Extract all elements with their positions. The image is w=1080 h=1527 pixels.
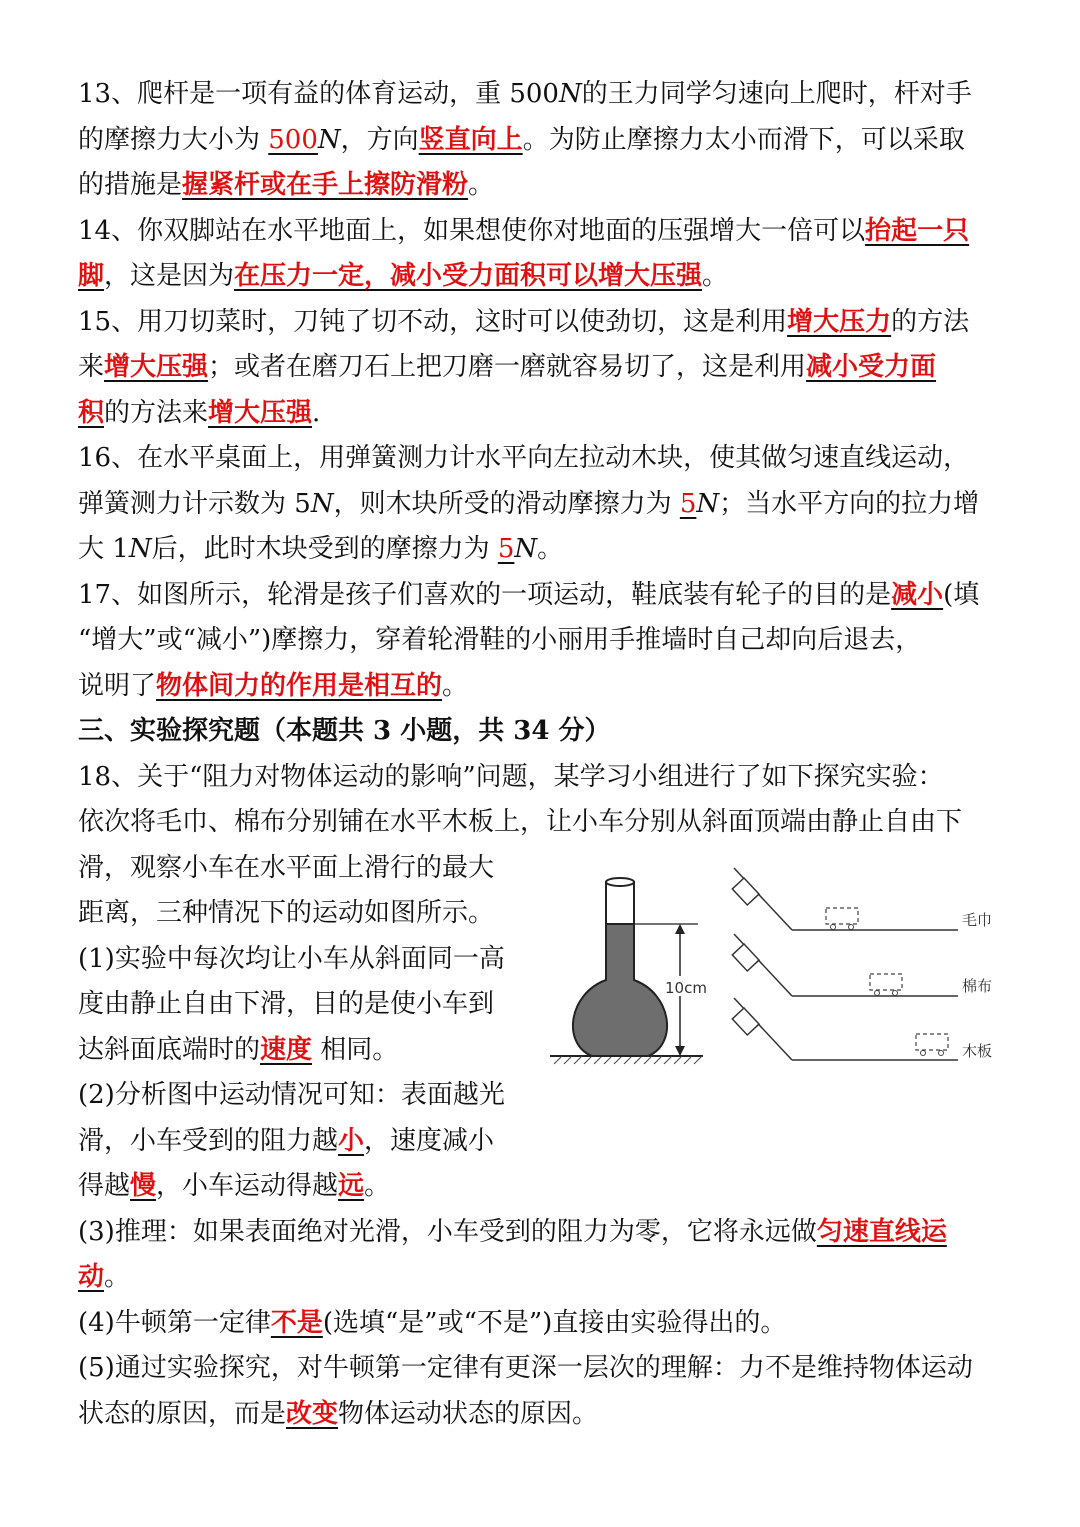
q17-text: 。 [442,670,469,701]
ramp-cotton [732,934,992,996]
q18-line-3: 滑，观察小车在水平面上滑行的最大 [78,852,495,883]
q13-text: 。 [468,170,495,200]
q15-text: 来 [78,352,105,382]
q17-text: “增大”或“减小”)摩擦力，穿着轮滑鞋的小丽用手推墙时自己却向后退去， [78,625,922,655]
q16-text: 后，此时木块受到的摩擦力为 [151,534,498,564]
q15-text: . [312,397,321,428]
q13-text: 的摩擦力大小为 [78,124,269,155]
q18-text: 滑，小车受到的阻力越 [78,1125,339,1156]
q17-line-3 [78,664,1008,710]
q18-p3-line-2 [78,1255,1008,1301]
q13-answer-1: 500 [268,124,318,155]
q13-text: 。为防止摩擦力太小而滑下，可以采取 [522,124,965,155]
q17-line-1 [78,573,1008,619]
height-label: 10cm [665,979,707,997]
q16-line-1 [78,436,1008,482]
q18-text: ，小车运动得越 [156,1171,339,1201]
q14-text: 14、你双脚站在水平地面上，如果想使你对地面的压强增大一倍可以 [78,215,866,246]
q16-line-2 [78,482,1008,528]
q18-p2-line-1: (2)分析图中运动情况可知：表面越光 [78,1080,505,1110]
q18-text: 相同。 [312,1034,399,1065]
experiment-figure [548,860,1008,1070]
ramp-towel [732,868,992,930]
q18-p2-line-3 [78,1164,1008,1210]
q18-text: 。 [104,1262,131,1292]
q14-text: ，这是因为 [104,261,235,291]
q17-text: (填 [943,579,980,610]
label-cotton: 棉布 [962,977,993,995]
q13-text: 的王力同学匀速向上爬时，杆对手 [581,79,972,109]
q15-line-1 [78,300,1008,346]
q18-p5-line-2 [78,1392,1008,1438]
q18-p3-line-1 [78,1210,1008,1256]
section-heading: 三、实验探究题（本题共 3 小题，共 34 分） [78,716,611,746]
unit-n: N [128,534,152,564]
q18-line-2: 依次将毛巾、棉布分别铺在水平木板上，让小车分别从斜面顶端由静止自由下 [78,807,963,837]
q18-text: 状态的原因，而是 [78,1398,287,1429]
q15-answer-4: 增大压强 [208,397,313,428]
q18-p2-answer-3: 远 [338,1171,365,1201]
q16-text: 16、在水平桌面上，用弹簧测力计水平向左拉动木块，使其做匀速直线运动， [78,443,970,473]
q18-p2-answer-2: 慢 [130,1171,157,1201]
ramp-wood [732,998,992,1060]
q15-line-2 [78,345,1008,391]
label-towel: 毛巾 [962,911,993,929]
q13-text: ，方向 [340,124,419,155]
q18-text: (选填“是”或“不是”)直接由实验得出的。 [322,1307,787,1338]
q16-text: 大 1 [78,534,129,564]
q16-answer-2: 5 [497,534,515,564]
q13-text: 的措施是 [78,170,183,200]
q18-p2-line-2 [78,1119,1008,1165]
unit-n: N [317,124,341,155]
q17-text: 说明了 [78,670,157,701]
q15-answer-3: 减小受力面 [806,352,937,382]
q14-line-1 [78,209,1008,255]
q18-p5-answer: 改变 [286,1398,339,1429]
q18-p5-line-1: (5)通过实验探究，对牛顿第一定律有更深一层次的理解：力不是维持物体运动 [78,1353,973,1383]
q13-line-3 [78,163,1008,209]
q14-answer-1: 抬起一只 [865,215,970,246]
q17-answer-1: 减小 [891,579,944,610]
q16-text: 。 [537,534,564,564]
q13-text: 13、爬杆是一项有益的体育运动，重 500 [78,79,559,109]
q18-p1-line-2: 度由静止自由下滑，目的是使小车到 [78,989,495,1019]
q15-text: ；或者在磨刀石上把刀磨一磨就容易切了，这是利用 [208,352,807,382]
q17-answer-2: 物体间力的作用是相互的 [156,670,443,701]
q16-text: ；当水平方向的拉力增 [719,488,980,519]
q16-line-3 [78,527,1008,573]
q18-p4-line [78,1301,1008,1347]
unit-n: N [558,79,582,109]
q18-text: 物体运动状态的原因。 [338,1398,599,1429]
q14-answer-2: 在压力一定，减小受力面积可以增大压强 [234,261,703,291]
q18-text: ，速度减小 [364,1125,495,1156]
q18-text: 达斜面底端时的 [78,1034,261,1065]
q13-line-2 [78,118,1008,164]
label-wood: 木板 [962,1042,993,1060]
q18-p4-answer: 不是 [270,1307,323,1338]
q18-text: 得越 [78,1171,131,1201]
q18-p1-answer: 速度 [260,1034,313,1065]
q14-line-2 [78,254,1008,300]
q18-line-1: 18、关于“阻力对物体运动的影响”问题，某学习小组进行了如下探究实验： [78,761,944,792]
unit-n: N [310,488,334,519]
q13-answer-3: 握紧杆或在手上擦防滑粉 [182,170,469,200]
q18-text: 。 [364,1171,391,1201]
q18-p3-answer-cont: 动 [78,1262,105,1292]
q18-p3-answer: 匀速直线运 [816,1216,947,1247]
flask-diagram [550,878,707,1064]
unit-n: N [696,488,720,519]
q16-answer-1: 5 [679,488,697,519]
q16-text: 弹簧测力计示数为 5 [78,488,311,519]
figure-svg [548,860,1008,1070]
unit-n: N [514,534,538,564]
q16-text: ，则木块所受的滑动摩擦力为 [333,488,680,519]
q18-line-4: 距离，三种情况下的运动如图所示。 [78,898,495,928]
q15-text: 15、用刀切菜时，刀钝了切不动，这时可以使劲切，这是利用 [78,306,788,337]
worksheet-page [78,72,1008,1437]
q18-p2-answer-1: 小 [338,1125,365,1156]
q15-answer-3-cont: 积 [78,397,105,428]
q15-answer-1: 增大压力 [787,306,892,337]
q13-answer-2: 竖直向上 [418,124,523,155]
q14-text: 。 [702,261,729,291]
q15-text: 的方法来 [104,397,209,428]
q17-text: 17、如图所示，轮滑是孩子们喜欢的一项运动，鞋底装有轮子的目的是 [78,579,892,610]
q18-text: (4)牛顿第一定律 [78,1307,271,1338]
q18-p1-line-1: (1)实验中每次均让小车从斜面同一高 [78,943,505,974]
q17-line-2 [78,618,1008,664]
q13-line-1 [78,72,1008,118]
q15-text: 的方法 [891,306,970,337]
q15-answer-2: 增大压强 [104,352,209,382]
q15-line-3 [78,391,1008,437]
q14-answer-1-cont: 脚 [78,261,105,291]
q18-text: (3)推理：如果表面绝对光滑，小车受到的阻力为零，它将永远做 [78,1216,817,1247]
